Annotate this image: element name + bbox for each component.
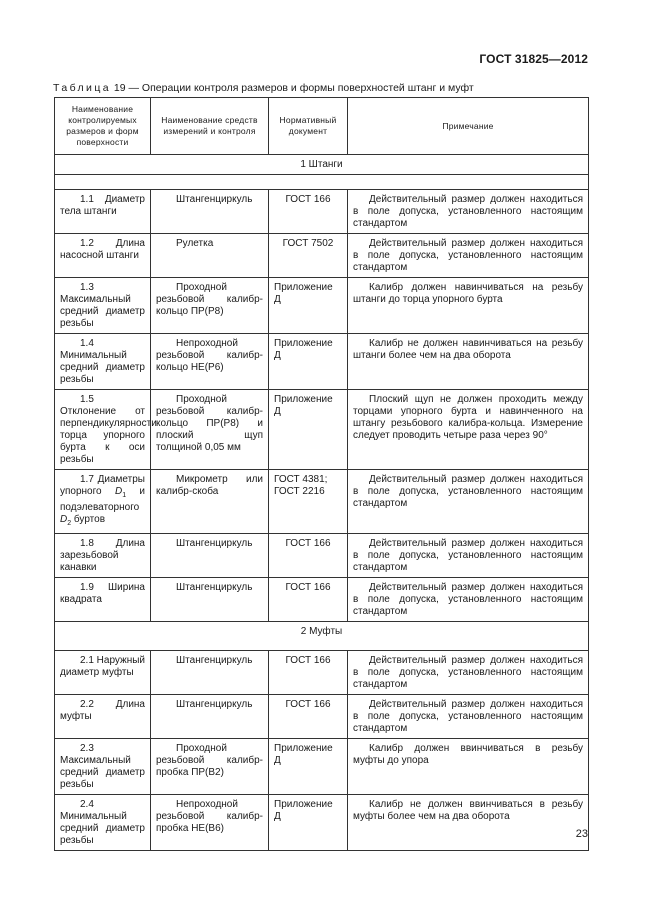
cell-instrument: Штангенциркуль — [151, 534, 269, 578]
table-row — [55, 534, 589, 578]
cell-parameter: 1.2 Длина насосной штанги — [55, 234, 151, 278]
table-row — [55, 739, 589, 795]
cell-document: ГОСТ 166 — [269, 578, 348, 622]
document-standard-header: ГОСТ 31825—2012 — [479, 52, 588, 66]
cell-note: Плоский щуп не должен проходить между торцами упорного бурта и навинченного на штангу резьбового калибра-кольца. Измерение следует проводить четыре раза через 90° — [348, 390, 589, 470]
header-note: Примечание — [348, 98, 589, 155]
cell-parameter: 1.3 Максимальный средний диаметр резьбы — [55, 278, 151, 334]
cell-document: Приложение Д — [269, 795, 348, 851]
cell-document: ГОСТ 7502 — [269, 234, 348, 278]
cell-instrument: Проходной резьбовой калибр-кольцо ПР(Р8) — [151, 278, 269, 334]
page-number: 23 — [575, 828, 588, 840]
header-instrument: Наименование средств измерений и контроля — [151, 98, 269, 155]
table-row — [55, 651, 589, 695]
cell-document: Приложение Д — [269, 334, 348, 390]
spacer-cell — [55, 175, 589, 190]
table-row — [55, 334, 589, 390]
cell-instrument: Штангенциркуль — [151, 695, 269, 739]
table-row — [55, 278, 589, 334]
cell-note: Действительный размер должен находиться в поле допуска, установленного настоящим стандартом — [348, 695, 589, 739]
symbol-d1-subscript: 1 — [122, 492, 127, 499]
cell-parameter — [55, 470, 151, 534]
section-title-rods: 1 Штанги — [55, 155, 589, 175]
cell-document: Приложение Д — [269, 390, 348, 470]
cell-instrument: Непроходной резьбовой калибр-пробка НЕ(В6) — [151, 795, 269, 851]
cell-parameter: 1.9 Ширина квадрата — [55, 578, 151, 622]
cell-document: Приложение Д — [269, 739, 348, 795]
table-row — [55, 234, 589, 278]
param-text-c: буртов — [73, 514, 106, 525]
table-caption-number: 19 — [113, 82, 126, 94]
table-caption-label: Таблица — [53, 82, 111, 94]
cell-note: Калибр не должен ввинчиваться в резьбу муфты более чем на два оборота — [348, 795, 589, 851]
cell-instrument: Проходной резьбовой калибр-пробка ПР(В2) — [151, 739, 269, 795]
section-row-couplings — [55, 622, 589, 651]
cell-instrument: Штангенциркуль — [151, 651, 269, 695]
cell-document: Приложение Д — [269, 278, 348, 334]
table-row — [55, 578, 589, 622]
cell-note: Действительный размер должен находиться в поле допуска, установленного настоящим стандартом — [348, 470, 589, 534]
cell-document: ГОСТ 166 — [269, 695, 348, 739]
cell-parameter: 2.2 Длина муфты — [55, 695, 151, 739]
cell-note: Действительный размер должен находиться в поле допуска, установленного настоящим стандартом — [348, 651, 589, 695]
cell-parameter: 1.8 Длина зарезьбовой канавки — [55, 534, 151, 578]
table-row — [55, 695, 589, 739]
section-row-rods — [55, 155, 589, 175]
cell-note: Действительный размер должен находиться в поле допуска, установленного настоящим стандартом — [348, 190, 589, 234]
cell-instrument: Непроходной резьбовой калибр-кольцо НЕ(Р6) — [151, 334, 269, 390]
symbol-d1: D — [114, 486, 123, 497]
cell-note: Действительный размер должен находиться в поле допуска, установленного настоящим стандартом — [348, 534, 589, 578]
cell-parameter: 2.4 Минимальный средний диаметр резьбы — [55, 795, 151, 851]
cell-note: Действительный размер должен находиться в поле допуска, установленного настоящим стандартом — [348, 234, 589, 278]
cell-parameter: 1.5 Отклонение от перпендикулярности торца упорного бурта к оси резьбы — [55, 390, 151, 470]
cell-note: Калибр должен ввинчиваться в резьбу муфты до упора — [348, 739, 589, 795]
table-row — [55, 190, 589, 234]
cell-parameter: 2.1 Наружный диаметр муфты — [55, 651, 151, 695]
cell-instrument: Рулетка — [151, 234, 269, 278]
cell-note: Калибр не должен навинчиваться на резьбу штанги более чем на два оборота — [348, 334, 589, 390]
section-title-couplings: 2 Муфты — [55, 622, 589, 651]
cell-document: ГОСТ 166 — [269, 651, 348, 695]
param-text-b: и подэлеваторного — [60, 486, 146, 513]
table-row — [55, 470, 589, 534]
cell-instrument: Штангенциркуль — [151, 578, 269, 622]
header-normative-document: Нормативный документ — [269, 98, 348, 155]
cell-document: ГОСТ 4381; ГОСТ 2216 — [269, 470, 348, 534]
cell-instrument: Штангенциркуль — [151, 190, 269, 234]
cell-instrument: Микрометр или калибр-скоба — [151, 470, 269, 534]
cell-parameter: 1.4 Минимальный средний диаметр резьбы — [55, 334, 151, 390]
table-row — [55, 795, 589, 851]
table-caption — [53, 82, 474, 94]
cell-document: ГОСТ 166 — [269, 534, 348, 578]
cell-instrument: Проходной резьбовой калибр-кольцо ПР(Р8) и плоский щуп толщиной 0,05 мм — [151, 390, 269, 470]
table-row — [55, 390, 589, 470]
symbol-d2-subscript: 2 — [67, 520, 72, 527]
header-parameter: Наименование контролируемых размеров и форм поверхности — [55, 98, 151, 155]
cell-note: Калибр должен навинчиваться на резьбу штанги до торца упорного бурта — [348, 278, 589, 334]
inspection-operations-table — [54, 97, 589, 851]
cell-parameter: 1.1 Диаметр тела штанги — [55, 190, 151, 234]
param-text-a: 1.7 Диаметры упорного — [60, 474, 145, 497]
cell-document: ГОСТ 166 — [269, 190, 348, 234]
cell-parameter: 2.3 Максимальный средний диаметр резьбы — [55, 739, 151, 795]
cell-note: Действительный размер должен находиться в поле допуска, установленного настоящим стандартом — [348, 578, 589, 622]
table-caption-text: — Операции контроля размеров и формы поверхностей штанг и муфт — [128, 82, 474, 94]
table-header-row — [55, 98, 589, 155]
symbol-d2: D — [60, 514, 68, 525]
spacer-row — [55, 175, 589, 190]
